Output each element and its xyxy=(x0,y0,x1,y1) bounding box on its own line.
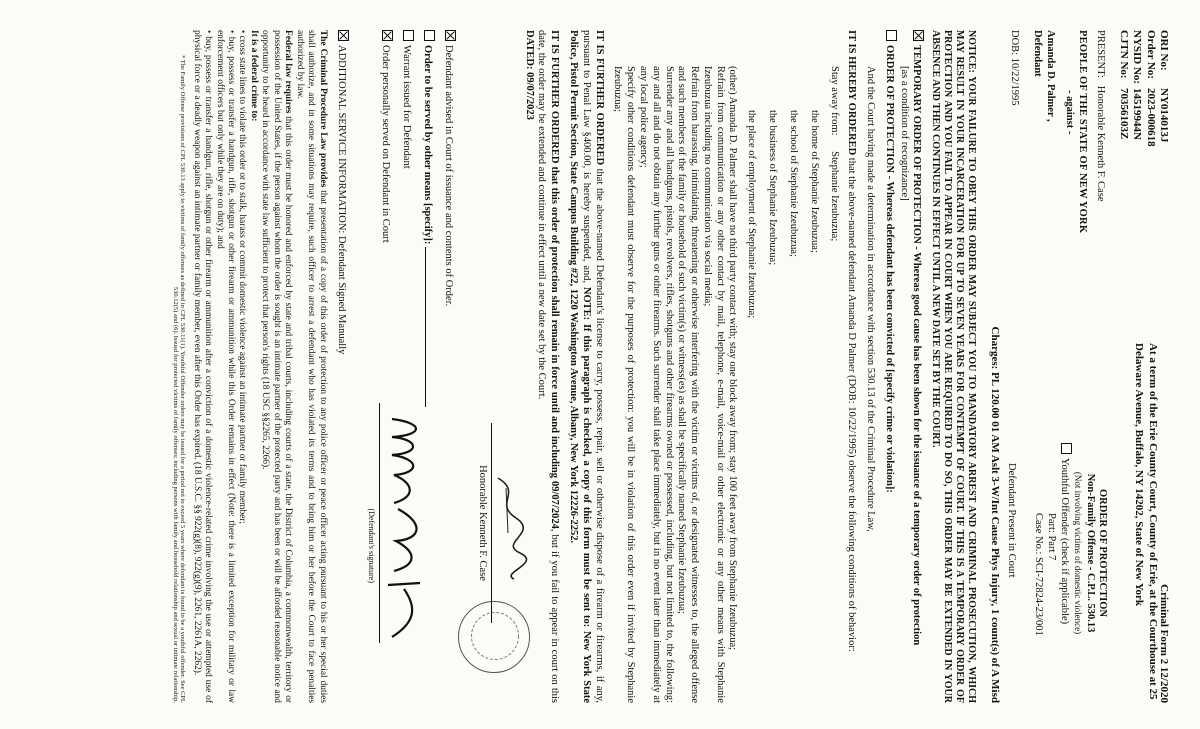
dated-line: DATED: 09/07/2023 xyxy=(523,30,535,120)
court-seal xyxy=(458,601,530,673)
warrant-checkbox[interactable] xyxy=(403,30,414,41)
youthful-offender-option[interactable] xyxy=(1057,443,1072,703)
form-identifier: Criminal Form 2 12/2020 xyxy=(1158,584,1170,703)
youthful-offender-label: Youthful Offender (check if applicable) xyxy=(1058,458,1070,625)
additional-service-label: ADDITIONAL SERVICE INFORMATION: Defendant Signed Manually xyxy=(335,45,347,355)
advised-checkbox[interactable] xyxy=(445,30,456,41)
part-line: Part: Part 7 xyxy=(1046,513,1058,561)
hereby-ordered-lead: IT IS HEREBY ORDERED xyxy=(846,30,858,156)
present-in-court: Defendant Present in Court xyxy=(1006,463,1018,578)
defendant-name: Amanda D. Palmer , xyxy=(1044,30,1056,122)
federal-law-rest: that this order must be honored and enforced by state and tribal courts, including courts of a state, the District of Columbia, a commonwealth, territory or possession of the United States, if the person against whom the order is sought is an intimate partner of the protected party and has been or will be afforded reasonable notice and opportunity to be heard in accordance with state law sufficient to protect that person's rights (18 USC §§2265, 2266). xyxy=(260,30,294,704)
cpl-paragraph xyxy=(293,30,327,703)
stay-away-item: the home of Stephanie Izeubuzua; xyxy=(808,110,820,253)
stay-away-person: Stephanie Izeubuzua; xyxy=(829,151,841,242)
case-number: Case No.: SCI-72824-23/001 xyxy=(1033,513,1045,636)
judge-caption: Honorable Kenneth F. Case xyxy=(476,465,488,581)
other-means-checkbox[interactable] xyxy=(424,30,435,41)
court-term: At a term of the Erie County Court, County of Erie, at the Courthouse at 25 Delaware Avenue, Buffalo, NY 14202, State of New York xyxy=(1133,343,1159,700)
present-label: PRESENT: xyxy=(1095,30,1107,78)
temporary-order-sub: [as a condition of recognizance] xyxy=(898,66,910,201)
federal-crime-item: • cross state lines to violate this order or to stalk, harass or commit domestic violence against an intimate partner or family member; xyxy=(237,30,248,525)
caption-right xyxy=(1005,403,1109,703)
order-label: Order No: xyxy=(1144,30,1157,79)
stay-away-section xyxy=(745,66,841,703)
firearms-note: NOTE: If this paragraph is checked, a copy of this form must be sent to: New York State Police, Pistol Permit Section, State Campus Building #22, 1220 Washington Avenue, Albany, New York 12226-2252. xyxy=(567,30,592,703)
cjtn-label: CJTN No: xyxy=(1117,30,1130,79)
caption-left xyxy=(1005,30,1109,370)
non-family-note: (Not involving victims of domestic violence) xyxy=(1072,471,1083,635)
service-options xyxy=(334,30,456,703)
identifier-block xyxy=(1116,30,1170,147)
additional-service-option[interactable] xyxy=(334,30,349,703)
defendant-signature-line xyxy=(379,403,380,643)
nysid-number: 14519944N xyxy=(1131,88,1144,140)
federal-crime-lead: It is a federal crime to: xyxy=(248,30,259,122)
header xyxy=(1116,30,1170,703)
duration-rest: , but if you fail to appear in court on this date, the order may be extended and continue in effect until a new date set by the Court. xyxy=(536,30,561,703)
third-party-condition: (other) Amanda D. Palmer shall have no third party contact with; stay one block away from; stay 100 feet away from Stephanie Izeubuzua; xyxy=(727,66,739,651)
footnote: * The Family Offense provisions of CPL 530.13 apply to victims of family offenses as defined in CPL 530.11(1). Youthful Offender orders may be issued for a period not to exceed 5 years where defendant is found to be a youthful offender. See CPL 530.12(5) and (6). Issued for protected victims of family offenses; including persons with family and household relationship and sexual or intimate relationship. xyxy=(171,55,187,703)
stay-away-line xyxy=(828,66,841,703)
charges-line: Charges: PL 120.00 01 AM Aslt 3-W/Int Cause Phys Injury, 1 count(s) of A Misd xyxy=(988,326,1001,703)
further-ordered-rest: that the above-named Defendant's license to carry, possess, repair, sell or otherwise dispose of a firearm or firearms, if any, pursuant to Penal Law §400.00, is hereby suspended, and, xyxy=(580,30,605,703)
notice-paragraph: NOTICE: YOUR FAILURE TO OBEY THIS ORDER MAY SUBJECT YOU TO MANDATORY ARREST AND CRIMINAL PROSECUTION, WHICH MAY RESULT IN YOUR INCARCERATION FOR UP TO SEVEN YEARS FOR CONTEMPT OF COURT. IF THIS IS A TEMPORARY ORDER OF PROTECTION AND YOU FAIL TO APPEAR IN COURT WHEN YOU ARE REQUIRED TO DO SO, THIS ORDER MAY BE EXTENDED IN YOUR ABSENCE AND THEN CONTINUES IN EFFECT UNTIL A NEW DATE SET BY THE COURT. xyxy=(929,30,978,703)
stay-away-label: Stay away from: xyxy=(829,66,841,136)
stay-away-item: the place of employment of Stephanie Izeubuzua; xyxy=(746,110,758,319)
order-title: ORDER OF PROTECTION xyxy=(1097,489,1109,617)
temporary-order-option[interactable] xyxy=(910,30,925,703)
order-type-options xyxy=(882,30,924,703)
federal-crime-item: • buy, possess or transfer a handgun, rifle, shotgun or other firearm or ammunition while this Order remains in effect (Note: there is a limited exception for military or law enforcement officers but only while they are on duty); and xyxy=(214,30,237,703)
ori-label: ORI No: xyxy=(1158,30,1170,71)
judge-signature-block xyxy=(462,30,522,703)
order-number: 2023-000618 xyxy=(1144,88,1157,147)
surrender-firearms-condition: Surrender any and all handguns, pistols, revolvers, rifles, shotguns and other firearms owned or possessed, including, but not limited to, the following: any and all and do not obtain any further guns or other firearms. Such surrender shall take place immediately, but in no event later than immediately at any local police agency; xyxy=(637,66,675,703)
caption-block xyxy=(1005,30,1109,703)
order-of-protection-checkbox[interactable] xyxy=(886,30,897,41)
defendant-dob: DOB: 10/22/1995 xyxy=(1009,30,1021,106)
defendant-label: Defendant xyxy=(1032,30,1044,77)
further-ordered-duration xyxy=(535,30,561,703)
defendant-caption: (Defendant's signature) xyxy=(366,508,376,583)
refrain-communication-condition: Refrain from communication or any other contact by mail, telephone, e-mail, voice-mail or other electronic or any other means with Stephanie Izeubuzua including no communication via social media; xyxy=(701,66,726,703)
advised-option[interactable] xyxy=(441,30,456,703)
order-of-protection-option[interactable] xyxy=(882,30,897,703)
present-line xyxy=(1094,30,1107,370)
stay-away-list xyxy=(745,66,820,703)
temporary-order-label: TEMPORARY ORDER OF PROTECTION - Whereas good cause has been shown for the issuance of a temporary order of protection xyxy=(911,45,923,646)
youthful-offender-checkbox[interactable] xyxy=(1061,443,1072,454)
cpl-lead: The Criminal Procedure Law provides xyxy=(317,30,328,188)
cjtn-number: 70356103Z xyxy=(1117,88,1130,140)
ori-number: NY014013J xyxy=(1158,88,1170,143)
advised-label: Defendant advised in Court of issuance and contents of Order. xyxy=(442,45,454,307)
against-caption: - against - xyxy=(1063,90,1075,135)
presiding-judge: Honorable Kenneth F. Case xyxy=(1095,85,1107,202)
other-means-blank[interactable] xyxy=(425,247,435,407)
defendant-signature xyxy=(384,413,428,643)
hereby-ordered-rest: that the above-named defendant Amanda D Palmer (DOB: 10/22/1995) observe the following conditions of behavior: xyxy=(846,155,858,652)
stay-away-item: the school of Stephanie Izeubuzua; xyxy=(787,110,799,257)
order-of-protection-label: ORDER OF PROTECTION - Whereas defendant has been convicted of [specify crime or violation]: xyxy=(883,45,895,493)
further-ordered-lead: IT IS FURTHER ORDERED xyxy=(593,30,605,166)
judge-signature-line xyxy=(491,423,492,623)
federal-law-lead: Federal law requires xyxy=(283,30,294,114)
other-conditions: Specify other conditions defendant must observe for the purposes of protection: you will be in violation of this order even if invited by Stephanie Izeubuzua; xyxy=(612,66,637,703)
header-right xyxy=(1132,313,1170,703)
federal-law-paragraph xyxy=(259,30,293,703)
temporary-order-checkbox[interactable] xyxy=(913,30,924,41)
nysid-label: NYSID No: xyxy=(1131,30,1144,85)
duration-lead: IT IS FURTHER ORDERED that this order of protection shall remain in force until and including 09/07/2024 xyxy=(549,30,561,529)
people-caption: PEOPLE OF THE STATE OF NEW YORK xyxy=(1076,30,1088,234)
non-family-line xyxy=(1083,403,1096,703)
federal-notice xyxy=(190,30,328,703)
refrain-harass-condition: Refrain from harassing, intimidating, threatening or otherwise interfering with the victim or victims of, or designated witnesses to, the alleged offense and such members of the family or household of such victim(s) or witness(es) as shall be specifically named Stephanie Izeubuzua; xyxy=(676,66,701,703)
non-family-offense: Non-Family Offense - C.P.L. 530.13 xyxy=(1084,473,1096,633)
intro-paragraph: And the Court having made a determination in accordance with section 530.13 of the Criminal Procedure Law, xyxy=(865,66,877,532)
other-means-label: Order to be served by other means [specify]: xyxy=(421,45,433,245)
cpl-rest: that presentation of a copy of this order of protection to any police officer or peace officer acting pursuant to his or her special duties shall authorize, and in some situations may require, such officer to arrest a defendant who has violated its terms and to bring him or her before the Court to face penalties authorized by law. xyxy=(294,30,328,703)
federal-crime-item: • buy, possess or transfer a handgun, rifle, shotgun or other firearm or ammunition after a conviction of a domestic violence-related crime involving the use or attempted use of physical force or a deadly weapon against an intimate partner or family member, even after this Order has expired. (18 U.S.C. §§ 922(g)(8), 922(g)(9), 2261, 2261A, 2262). xyxy=(191,30,214,703)
hereby-ordered-paragraph xyxy=(844,30,857,703)
additional-service-checkbox[interactable] xyxy=(338,30,349,41)
personally-served-checkbox[interactable] xyxy=(382,30,393,41)
stay-away-item: the business of Stephanie Izeubuzua; xyxy=(767,110,779,266)
judge-signature xyxy=(488,473,528,583)
personally-served-label: Order personally served on Defendant in Court xyxy=(380,45,392,243)
warrant-label: Warrant issued for Defendant xyxy=(401,45,413,169)
further-ordered-firearms xyxy=(566,30,604,703)
